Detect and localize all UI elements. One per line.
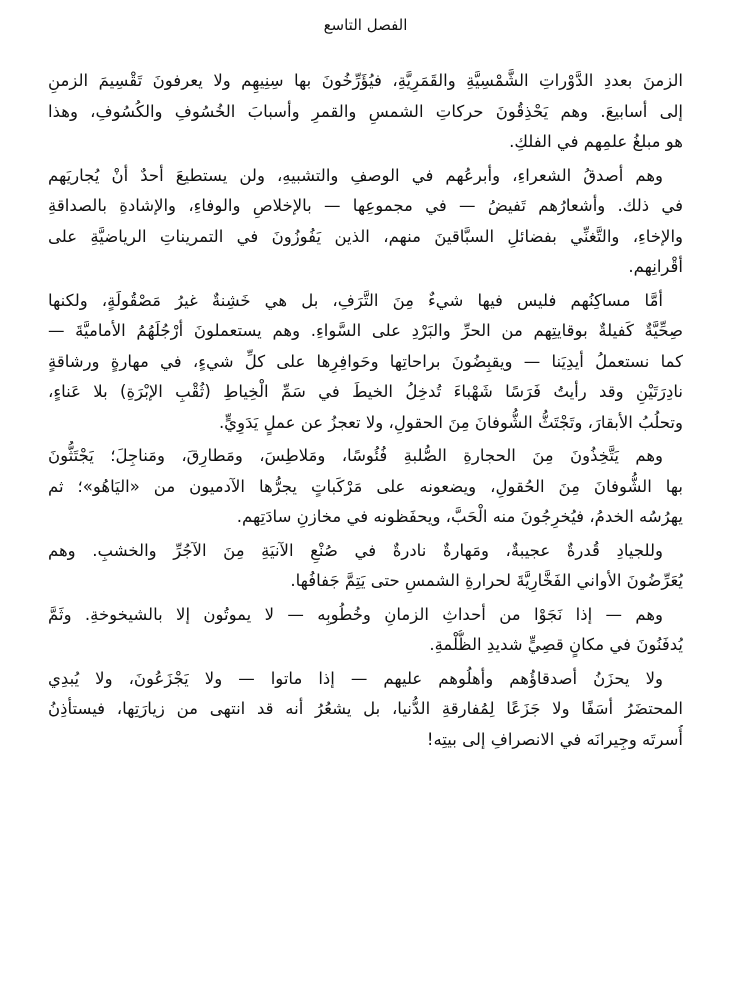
- text-line: إلى أسابيعَ. وهم يَحْذِقُونَ حركاتِ الشمسِ والقمرِ وأسبابَ الخُسُوفِ والكُسُوفِ، وهذا: [48, 101, 683, 121]
- chapter-title: الفصل التاسع: [323, 16, 408, 34]
- text-line: يهرُسُه الخدمُ، فيُخرِجُونَ منه الْحَبَّ، ويحفَظونه في مخازنِ سادَتِهم.: [236, 507, 683, 526]
- text-line: بها الشُّوفانَ مِنَ الحُقولِ، ويضعونه على مَرْكَباتٍ يجرُّها الآدميون من «اليَاهُو»؛ ثم: [48, 476, 683, 496]
- text-line: أُسرتَه وجِيرانَه في الانصرافِ إلى بيتِه!: [426, 729, 683, 749]
- paragraph-7: [48, 664, 683, 756]
- text-line: وهم يَتَّخِذُونَ مِنَ الحجارةِ الصُّلبةِ فُئُوسًا، ومَلاطِسَ، ومَطارِقَ، ومَناجِلَ؛ يَجْتَثُّونَ: [48, 446, 663, 465]
- text-line: أمَّا مساكِنُهم فليس فيها شيءٌ مِنَ التَّرَفِ، بل هي خَشِنةٌ غيرُ مَصْقُولَةٍ، ولكنها: [48, 290, 663, 310]
- text-line: والإخاءِ، والتَّغنِّي بفضائلِ السبَّاقينَ منهم، الذين يَفُوزُونَ في التمريناتِ الرياضيَّةِ على: [48, 226, 683, 246]
- paragraph-5: [48, 536, 683, 597]
- text-line: أقْرانِهم.: [628, 257, 683, 276]
- text-line: وهم — إذا نَجَوْا من أحداثِ الزمانِ وخُطُوبِه — لا يموتُون إلا بالشيخوخةِ. وثَمَّ: [48, 604, 663, 624]
- text-line: وتحلُبُ الأبقارَ، وتَجْتَثُّ الشُّوفانَ مِنَ الحقولِ، ولا تعجزُ عن عملٍ يَدَوِيٍّ.: [218, 412, 683, 432]
- paragraph-4: [48, 441, 683, 533]
- text-line: الزمنَ بعددِ الدَّوْراتِ الشَّمْسِيَّةِ والقَمَرِيَّةِ، فيُؤَرِّخُونَ بها سِنِيهِم ولا يعرفونَ تَقْسِيمَ الزمنِ: [48, 71, 683, 90]
- paragraph-2: [48, 161, 683, 283]
- text-line: وهم أصدقُ الشعراءِ، وأبرعُهم في الوصفِ والتشبيهِ، ولن يستطيعَ أحدٌ أنْ يُجاريَهم: [48, 165, 663, 185]
- text-line: المحتضَرُ أسَفًا ولا جَزَعًا لِمُفارقةِ الدُّنيا، بل يشعُرُ أنه قد انتهى من زيارَتِها، فيستأذِنُ: [48, 699, 683, 718]
- text-line: نادِرَتَيْنِ وقد رأيتُ فَرَسًا شَهْباءَ تُدخِلُ الخيطَ في سَمِّ الْخِياطِ (ثُقْبِ الإبْرَةِ) بلا عَناءٍ،: [48, 382, 683, 401]
- text-line: هو مبلغُ علمِهم في الفلكِ.: [509, 132, 683, 151]
- text-line: يُدفَنُونَ في مكانٍ قصِيٍّ شديدِ الظُّلْمةِ.: [429, 635, 683, 654]
- text-line: ولا يحزَنُ أصدقاؤُهم وأهلُوهم عليهم — إذا ماتوا — ولا يَجْزَعُونَ، ولا يُبدِي: [48, 668, 663, 688]
- text-line: صِحِّيَّةٌ كَفيلةٌ بوقايتِهم من الحرِّ والبَرْدِ على السَّواءِ. وهم يستعملونَ أرْجُلَهُمُ الأماميَّةَ —: [48, 321, 683, 340]
- text-line: في ذلك. وأشعارُهم تَفيضُ — في مجموعِها — بالإخلاصِ والوفاءِ، والإشادةِ بالصداقةِ: [48, 196, 683, 215]
- text-line: كما نستعملُ أيدِيَنا — ويقبِضُونَ براحاتِها وحَوافِرِها على كلِّ شيءٍ، في مهارةٍ ورشاقةٍ: [48, 351, 683, 371]
- paragraph-1: [48, 66, 683, 158]
- text-line: يُعَرِّضُونَ الأواني الفَخَّارِيَّةَ لحرارةِ الشمسِ حتى يَتِمَّ جَفافُها.: [290, 571, 683, 590]
- text-line: وللجيادِ قُدرةٌ عجيبةٌ، ومَهارةٌ نادرةٌ في صُنْعِ الآنيَةِ مِنَ الآجُرِّ والخشبِ. وهم: [48, 540, 663, 560]
- paragraph-6: [48, 600, 683, 661]
- paragraph-3: [48, 286, 683, 439]
